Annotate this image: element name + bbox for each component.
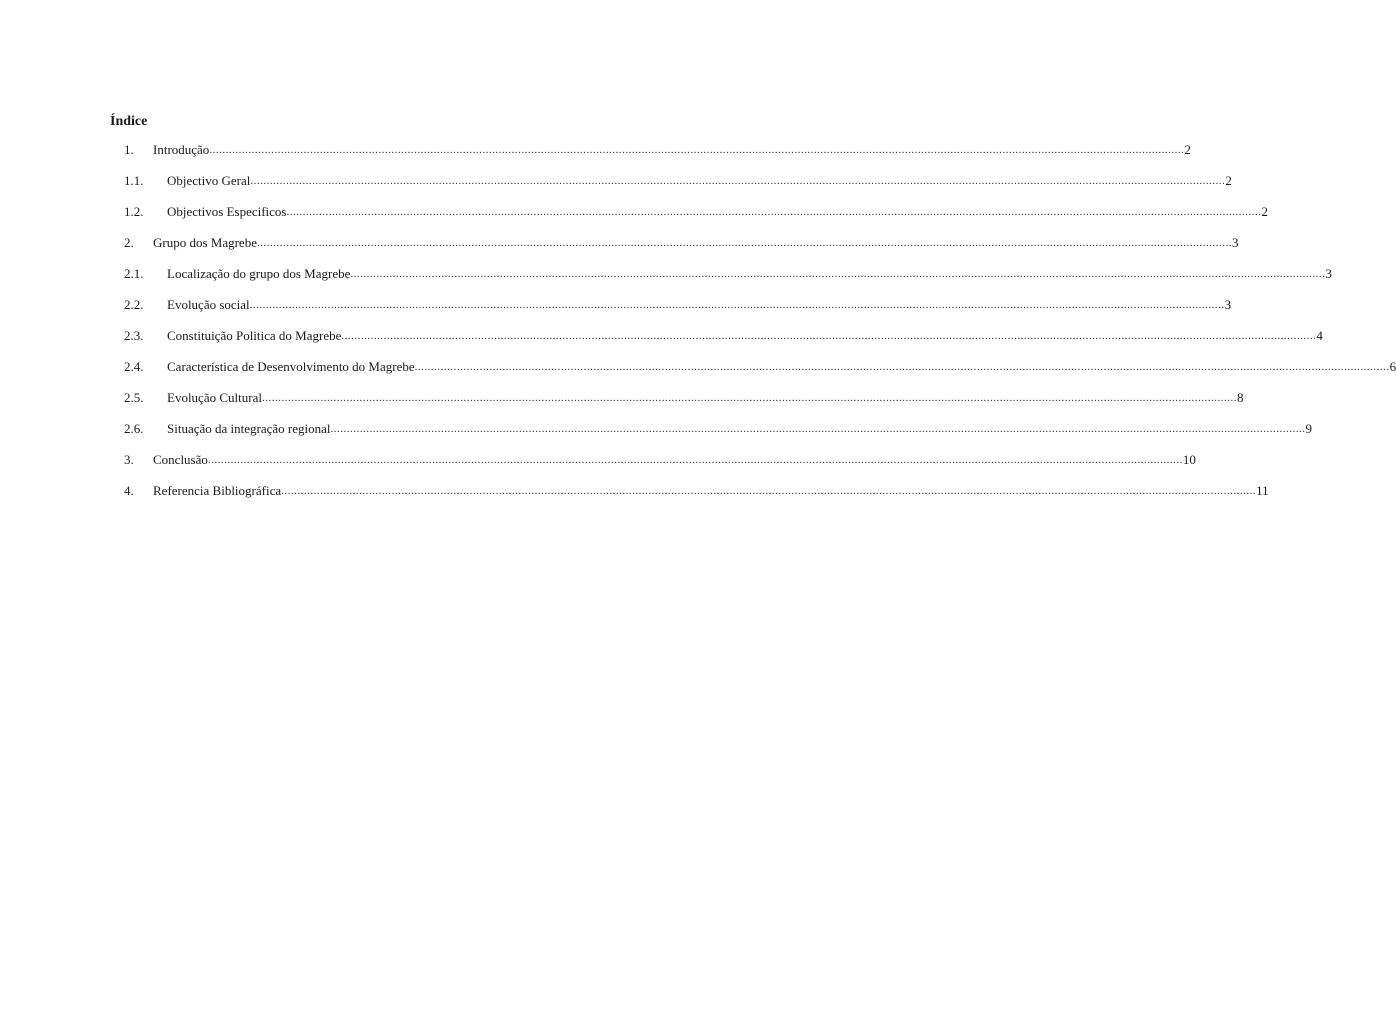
toc-dot-leader: ............................................................................................................................................................................................................................................................................................................: [261, 392, 1237, 404]
toc-entry-label: Referencia Bibliográfica: [153, 483, 282, 498]
toc-entry-label: Localização do grupo dos Magrebe: [167, 266, 351, 281]
toc-dot-leader: ............................................................................................................................................................................................................................................................................................................: [209, 144, 1185, 156]
toc-entry[interactable]: [124, 388, 1244, 419]
toc-entry[interactable]: [124, 419, 1313, 450]
toc-entry-page: 3: [1224, 297, 1232, 312]
toc-entry-page: 9: [1305, 421, 1313, 436]
toc-dot-leader: ............................................................................................................................................................................................................................................................................................................: [350, 268, 1326, 280]
toc-entry-page: 8: [1236, 390, 1244, 405]
toc-entry[interactable]: [124, 295, 1232, 326]
toc-entry-number: 2.5.: [124, 390, 144, 405]
toc-entry[interactable]: [124, 233, 1239, 264]
toc-dot-leader: ............................................................................................................................................................................................................................................................................................................: [286, 206, 1262, 218]
toc-entry-label: Objectivo Geral: [167, 173, 251, 188]
toc-dot-leader: ............................................................................................................................................................................................................................................................................................................: [341, 330, 1317, 342]
toc-entry-page: 2: [1261, 204, 1268, 219]
toc-entry-label: Grupo dos Magrebe: [153, 235, 257, 250]
toc-entry-label: Evolução Cultural: [167, 390, 262, 405]
toc-dot-leader: ............................................................................................................................................................................................................................................................................................................: [281, 485, 1257, 497]
toc-dot-leader: ............................................................................................................................................................................................................................................................................................................: [414, 361, 1390, 373]
table-of-contents: [124, 140, 1396, 512]
toc-entry-page: 3: [1231, 235, 1239, 250]
toc-dot-leader: ............................................................................................................................................................................................................................................................................................................: [330, 423, 1306, 435]
toc-entry[interactable]: [124, 326, 1323, 357]
toc-dot-leader: ............................................................................................................................................................................................................................................................................................................: [207, 454, 1183, 466]
toc-entry-number: 1.1.: [124, 173, 144, 188]
toc-entry-page: 6: [1389, 359, 1396, 374]
toc-dot-leader: ............................................................................................................................................................................................................................................................................................................: [249, 299, 1225, 311]
toc-entry-number: 2.: [124, 235, 134, 250]
toc-entry-number: 2.1.: [124, 266, 144, 281]
toc-entry[interactable]: [124, 202, 1268, 233]
toc-entry-page: 11: [1256, 483, 1269, 498]
toc-entry-page: 4: [1316, 328, 1323, 343]
toc-dot-leader: ............................................................................................................................................................................................................................................................................................................: [256, 237, 1232, 249]
toc-dot-leader: ............................................................................................................................................................................................................................................................................................................: [250, 175, 1226, 187]
toc-entry-label: Evolução social: [167, 297, 250, 312]
toc-entry-number: 1.2.: [124, 204, 144, 219]
toc-entry-number: 4.: [124, 483, 134, 498]
toc-entry-label: Objectivos Especificos: [167, 204, 287, 219]
toc-entry-number: 1.: [124, 142, 134, 157]
toc-title: Índice: [110, 114, 148, 129]
toc-entry-page: 2: [1184, 142, 1191, 157]
toc-entry-label: Constituição Politica do Magrebe: [167, 328, 342, 343]
toc-entry-number: 2.4.: [124, 359, 144, 374]
toc-entry[interactable]: [124, 450, 1196, 481]
toc-entry[interactable]: [124, 481, 1269, 512]
toc-entry-page: 10: [1182, 452, 1196, 467]
toc-entry-number: 3.: [124, 452, 134, 467]
toc-entry-label: Situação da integração regional: [167, 421, 331, 436]
toc-entry-label: Característica de Desenvolvimento do Magrebe: [167, 359, 415, 374]
toc-entry-label: Conclusão: [153, 452, 208, 467]
toc-entry-label: Introdução: [153, 142, 210, 157]
toc-entry-number: 2.2.: [124, 297, 144, 312]
toc-entry[interactable]: [124, 357, 1396, 388]
toc-entry[interactable]: [124, 264, 1332, 295]
toc-entry-page: 2: [1225, 173, 1232, 188]
toc-entry-page: 3: [1325, 266, 1332, 281]
toc-entry-number: 2.3.: [124, 328, 144, 343]
toc-entry-number: 2.6.: [124, 421, 144, 436]
toc-entry[interactable]: [124, 140, 1191, 171]
toc-entry[interactable]: [124, 171, 1232, 202]
